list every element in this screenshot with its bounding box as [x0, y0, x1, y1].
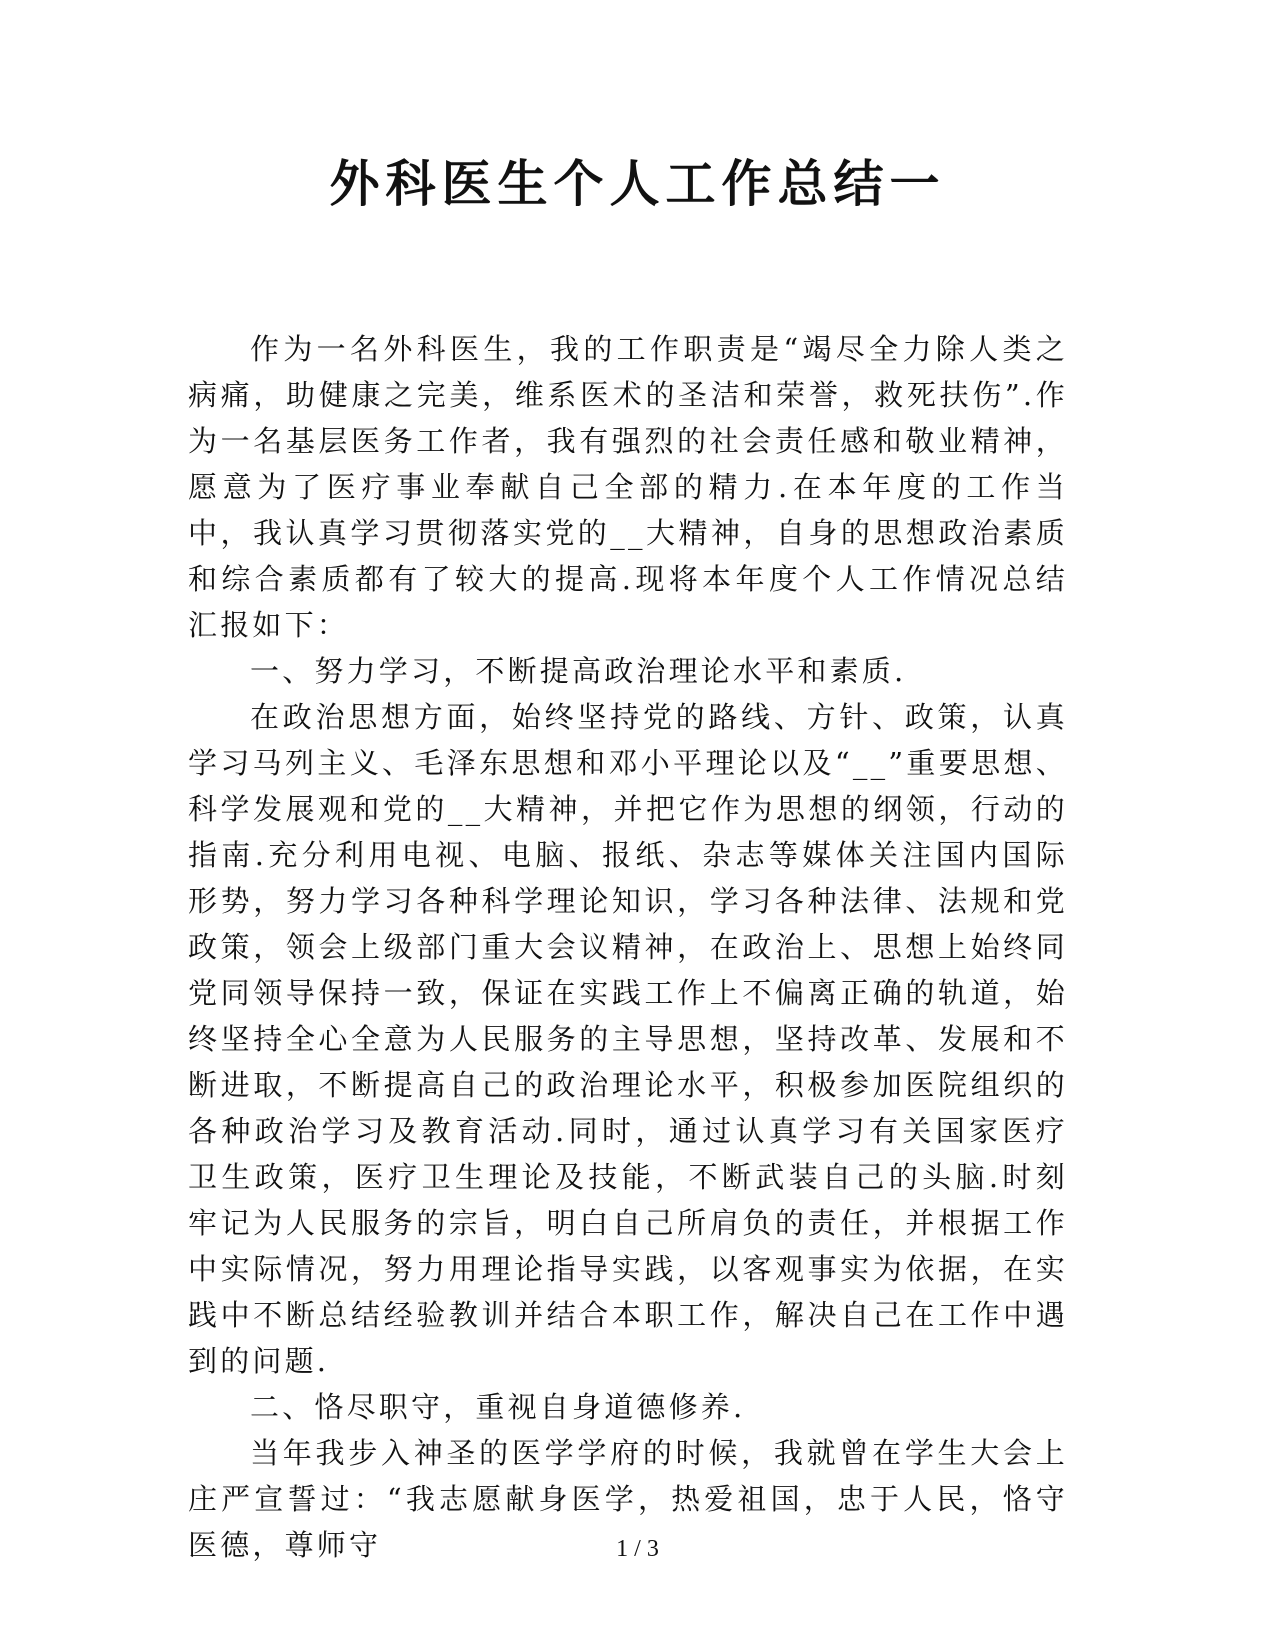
- section-heading-1: 一、努力学习，不断提高政治理论水平和素质.: [250, 654, 907, 688]
- section-heading-2: 二、恪尽职守，重视自身道德修养.: [250, 1390, 746, 1424]
- section-2-paragraph: 当年我步入神圣的医学学府的时候，我就曾在学生大会上庄严宣誓过：“我志愿献身医学，热爱祖国，忠于人民，恪守医德，尊师守: [188, 1436, 1068, 1562]
- document-body: [188, 326, 1068, 1568]
- section-1-paragraph: 在政治思想方面，始终坚持党的路线、方针、政策，认真学习马列主义、毛泽东思想和邓小平理论以及“__”重要思想、科学发展观和党的__大精神，并把它作为思想的纲领，行动的指南.充分利用电视、电脑、报纸、杂志等媒体关注国内国际形势，努力学习各种科学理论知识，学习各种法律、法规和党政策，领会上级部门重大会议精神，在政治上、思想上始终同党同领导保持一致，保证在实践工作上不偏离正确的轨道，始终坚持全心全意为人民服务的主导思想，坚持改革、发展和不断进取，不断提高自己的政治理论水平，积极参加医院组织的各种政治学习及教育活动.同时，通过认真学习有关国家医疗卫生政策，医疗卫生理论及技能，不断武装自己的头脑.时刻牢记为人民服务的宗旨，明白自己所肩负的责任，并根据工作中实际情况，努力用理论指导实践，以客观事实为依据，在实践中不断总结经验教训并结合本职工作，解决自己在工作中遇到的问题.: [188, 700, 1068, 1378]
- intro-paragraph: 作为一名外科医生，我的工作职责是“竭尽全力除人类之病痛，助健康之完美，维系医术的圣洁和荣誉，救死扶伤”.作为一名基层医务工作者，我有强烈的社会责任感和敬业精神，愿意为了医疗事业奉献自己全部的精力.在本年度的工作当中，我认真学习贯彻落实党的__大精神，自身的思想政治素质和综合素质都有了较大的提高.现将本年度个人工作情况总结汇报如下：: [188, 332, 1068, 642]
- document-title: 外科医生个人工作总结一: [329, 154, 946, 213]
- page-number: 1 / 3: [616, 1536, 659, 1562]
